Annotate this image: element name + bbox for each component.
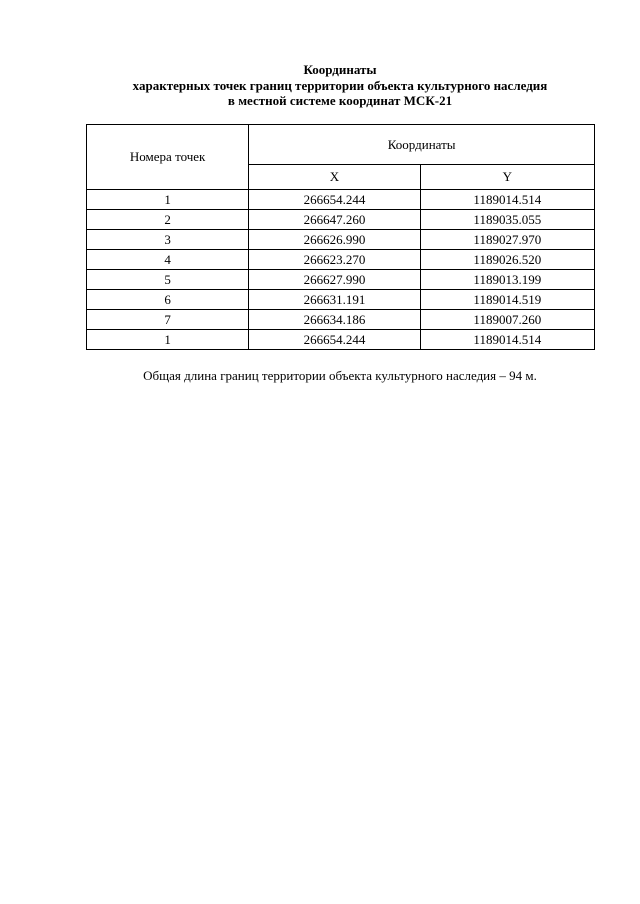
table-row — [87, 330, 595, 350]
point-y: 1189027.970 — [420, 230, 594, 250]
table-row — [87, 250, 595, 270]
title-line-3: в местной системе координат МСК-21 — [227, 93, 453, 108]
point-x: 266654.244 — [249, 330, 420, 350]
point-y: 1189035.055 — [420, 210, 594, 230]
point-number: 1 — [87, 190, 249, 210]
point-x: 266627.990 — [249, 270, 420, 290]
table-row — [87, 290, 595, 310]
point-x: 266647.260 — [249, 210, 420, 230]
table-row — [87, 270, 595, 290]
point-y: 1189026.520 — [420, 250, 594, 270]
table-row — [87, 310, 595, 330]
point-y: 1189014.514 — [420, 330, 594, 350]
total-boundary-length: Общая длина границ территории объекта культурного наследия – 94 м. — [143, 368, 537, 383]
point-number: 7 — [87, 310, 249, 330]
point-number: 3 — [87, 230, 249, 250]
point-number: 5 — [87, 270, 249, 290]
coordinates-table — [86, 124, 595, 350]
point-number: 4 — [87, 250, 249, 270]
header-y: Y — [420, 165, 594, 190]
point-number: 6 — [87, 290, 249, 310]
document-title — [0, 62, 640, 109]
header-point-numbers: Номера точек — [87, 125, 249, 190]
point-x: 266623.270 — [249, 250, 420, 270]
point-x: 266631.191 — [249, 290, 420, 310]
table-row — [87, 230, 595, 250]
title-line-1: Координаты — [303, 62, 377, 77]
point-number: 2 — [87, 210, 249, 230]
title-line-2: характерных точек границ территории объекта культурного наследия — [132, 77, 548, 93]
point-x: 266626.990 — [249, 230, 420, 250]
point-x: 266654.244 — [249, 190, 420, 210]
point-x: 266634.186 — [249, 310, 420, 330]
point-y: 1189013.199 — [420, 270, 594, 290]
point-y: 1189014.519 — [420, 290, 594, 310]
point-y: 1189007.260 — [420, 310, 594, 330]
table-row — [87, 210, 595, 230]
table-row — [87, 190, 595, 210]
point-y: 1189014.514 — [420, 190, 594, 210]
header-coordinates: Координаты — [249, 125, 595, 165]
point-number: 1 — [87, 330, 249, 350]
header-x: X — [249, 165, 420, 190]
